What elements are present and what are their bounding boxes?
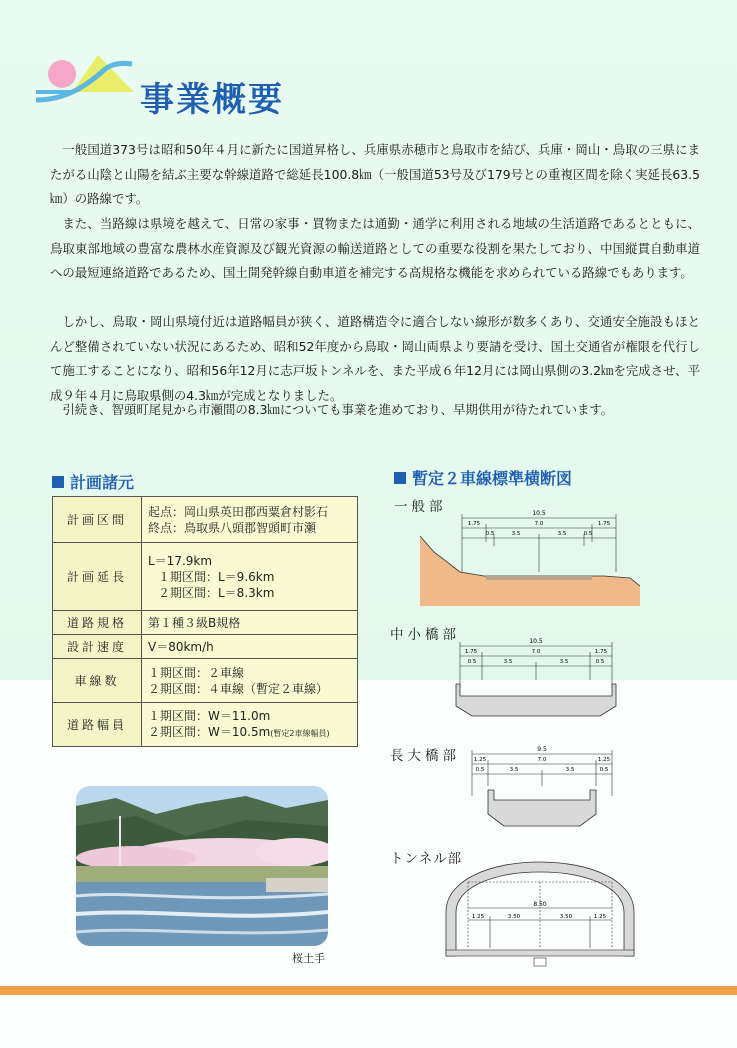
- spec-key: 車線数: [53, 659, 142, 703]
- dim-sub-4: 1.25: [593, 914, 607, 920]
- dim-right: 1.75: [594, 649, 608, 655]
- intro-paragraph-1: 一般国道373号は昭和50年４月に新たに国道昇格し、兵庫県赤穂市と鳥取市を結び、兵庫・岡山・鳥取の三県にまたがる山陰と山陽を結ぶ主要な幹線道路で総延長100.8㎞（一般国道53号及び179号との重複区間を除く実延長63.5㎞）の路線です。: [50, 142, 700, 207]
- dim-sub-2: 3.50: [507, 914, 521, 920]
- intro-paragraph-2: また、当路線は県境を越えて、日常の家事・買物または通勤・通学に利用される地域の生活道路であるとともに、鳥取東部地域の豊富な農林水産資源及び観光資源の輸送道路としての重要な役割を果たしており、中国縦貫自動車道への最短連絡道路であるため、国土開発幹線自動車道を補完する高規格な機能を求められている路線でもあります。: [50, 216, 700, 281]
- spec-key: 計画区間: [53, 497, 142, 543]
- dim-sub-1: 0.5: [485, 531, 495, 537]
- spec-value: 終点：鳥取県八頭郡智頭町市瀬: [148, 520, 317, 535]
- dim-right: 1.25: [597, 757, 611, 763]
- dim-sub-3: 3.5: [565, 767, 575, 773]
- dim-sub-1: 0.5: [467, 659, 477, 665]
- general-section-diagram: [420, 506, 640, 606]
- dim-left: 1.75: [464, 649, 478, 655]
- spec-value: V＝80km/h: [142, 635, 358, 659]
- table-row: [53, 611, 358, 635]
- spec-value: ２期区間：４車線（暫定２車線）: [148, 681, 329, 696]
- dim-total: 9.5: [537, 746, 547, 753]
- spec-key: 計画延長: [53, 543, 142, 611]
- table-row: [53, 635, 358, 659]
- dim-sub-4: 0.5: [583, 531, 593, 537]
- page-title: 事業概要: [140, 80, 284, 120]
- dim-sub-2: 3.5: [509, 767, 519, 773]
- table-row: [53, 659, 358, 703]
- dim-total: 10.5: [529, 638, 543, 645]
- spec-value: 起点：岡山県英田郡西粟倉村影石: [148, 504, 329, 519]
- square-bullet-icon: [394, 472, 406, 484]
- spec-value: １期区間：L＝9.6km: [158, 569, 275, 584]
- mountain-sun-logo: [34, 52, 134, 112]
- dim-center: 7.0: [534, 521, 544, 527]
- dim-sub-3: 3.5: [559, 659, 569, 665]
- tunnel-diagram: [440, 860, 640, 972]
- plan-spec-table: [52, 496, 358, 747]
- spec-key: 設計速度: [53, 635, 142, 659]
- dim-sub-1: 0.5: [475, 767, 485, 773]
- dim-right: 1.75: [597, 521, 611, 527]
- long-bridge-section-label: 長大橋部: [390, 748, 460, 764]
- plan-heading: 計画諸元: [52, 470, 134, 493]
- spec-value: １期区間：２車線: [148, 665, 245, 680]
- intro-paragraph-4: 引続き、智頭町尾見から市瀬間の8.3㎞についても事業を進めており、早期供用が待たれています。: [62, 402, 614, 417]
- dim-sub-3: 3.5: [557, 531, 567, 537]
- square-bullet-icon: [52, 476, 64, 488]
- dim-center: 7.0: [537, 757, 547, 763]
- dim-left: 1.75: [467, 521, 481, 527]
- dim-sub-1: 1.25: [471, 914, 485, 920]
- dim-sub-4: 0.5: [595, 659, 605, 665]
- dim-sub-2: 3.5: [503, 659, 513, 665]
- spec-value: L＝17.9km: [148, 553, 213, 568]
- dim-center: 7.0: [531, 649, 541, 655]
- spec-key: 道路幅員: [53, 703, 142, 747]
- spec-value: ２期区間：W＝10.5m: [148, 724, 271, 739]
- dim-sub-3: 3.50: [559, 914, 573, 920]
- table-row: [53, 703, 358, 747]
- dim-left: 1.25: [473, 757, 487, 763]
- general-section-label: 一般部: [394, 499, 447, 515]
- cherry-blossom-embankment-photo: [76, 786, 328, 946]
- dim-sub-2: 3.5: [511, 531, 521, 537]
- cross-section-heading: 暫定２車線標準横断図: [394, 466, 572, 489]
- long-bridge-diagram: [466, 742, 618, 832]
- intro-paragraph-3: しかし、鳥取・岡山県境付近は道路幅員が狭く、道路構造令に適合しない線形が数多くあり、交通安全施設もほとんど整備されていない状況にあるため、昭和52年度から鳥取・岡山両県より要請を受け、国土交通省が権限を代行して施工することになり、昭和56年12月に志戸坂トンネルを、また平成６年12月には岡山県側の3.2㎞を完成させ、平成９年４月に鳥取県側の4.3㎞が完成となりました。: [50, 314, 700, 403]
- small-bridge-section-label: 中小橋部: [390, 627, 460, 643]
- dim-sub-4: 0.5: [599, 767, 609, 773]
- spec-key: 道路規格: [53, 611, 142, 635]
- spec-value: １期区間：W＝11.0m: [148, 708, 271, 723]
- photo-caption: 桜土手: [292, 952, 325, 965]
- spec-value: ２期区間：L＝8.3km: [158, 585, 275, 600]
- dim-total: 8.50: [533, 901, 547, 908]
- table-row: [53, 497, 358, 543]
- small-bridge-diagram: [450, 634, 622, 720]
- dim-total: 10.5: [532, 510, 546, 517]
- tunnel-section-label: トンネル部: [390, 851, 463, 867]
- spec-note: (暫定2車線幅員): [270, 728, 330, 738]
- table-row: [53, 543, 358, 611]
- footer-band: [0, 986, 737, 995]
- spec-value: 第１種３級B規格: [142, 611, 358, 635]
